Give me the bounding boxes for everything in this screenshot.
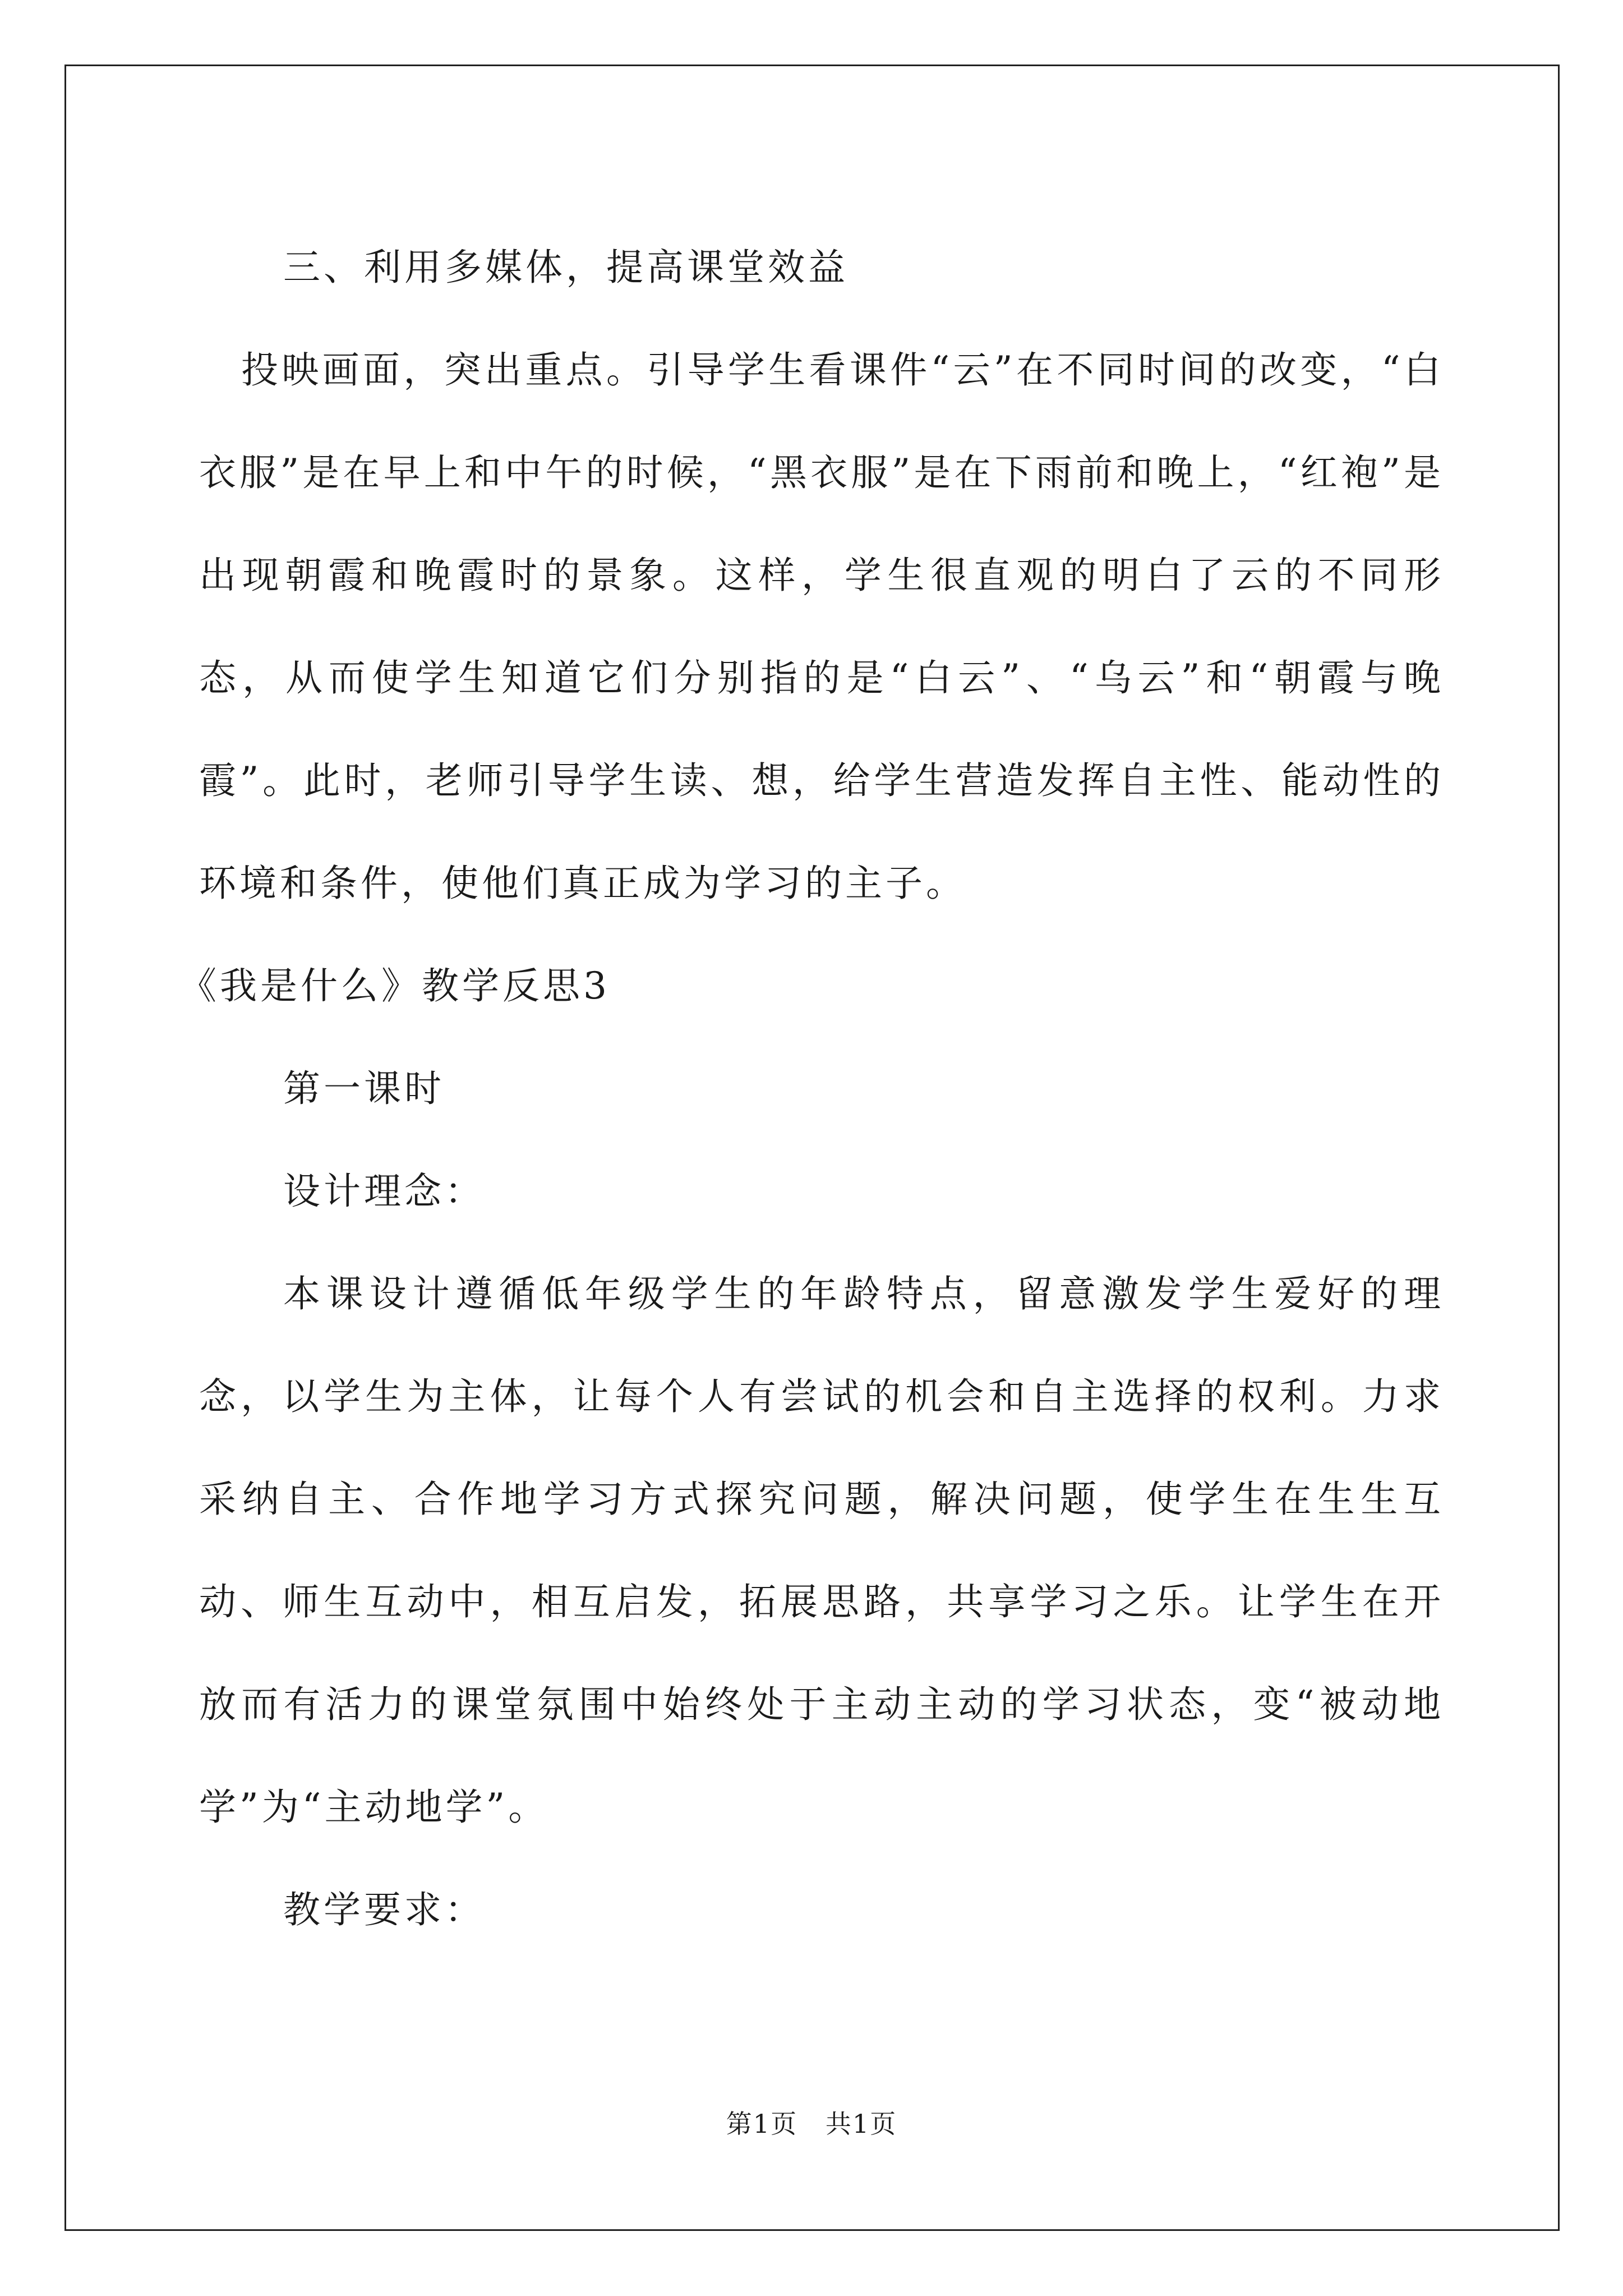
article-title: 《我是什么》教学反思3	[179, 964, 610, 1007]
paragraph-multimedia: 投映画面，突出重点。引导学生看课件“云”在不同时间的改变，“白衣服”是在早上和中午的时候，“黑衣服”是在下雨前和晚上，“红袍”是出现朝霞和晚霞时的景象。这样，学生很直观的明白了云的不同形态，从而使学生知道它们分别指的是“白云”、“乌云”和“朝霞与晚霞”。此时，老师引导学生读、想，给学生营造发挥自主性、能动性的环境和条件，使他们真正成为学习的主子。	[199, 348, 1444, 905]
page-number: 第1页 共1页	[726, 2109, 897, 2139]
section-heading: 三、利用多媒体，提高课堂效益	[283, 246, 849, 289]
design-label: 设计理念：	[283, 1170, 485, 1213]
requirements-label: 教学要求：	[283, 1888, 485, 1931]
paragraph-design: 本课设计遵循低年级学生的年龄特点，留意激发学生爱好的理念，以学生为主体，让每个人有尝试的机会和自主选择的权利。力求采纳自主、合作地学习方式探究问题，解决问题，使学生在生生互动、师生互动中，相互启发，拓展思路，共享学习之乐。让学生在开放而有活力的课堂氛围中始终处于主动主动的学习状态，变“被动地学”为“主动地学”。	[199, 1272, 1444, 1829]
page-footer	[0, 2104, 1623, 2141]
document-body	[179, 216, 1444, 1961]
lesson-label: 第一课时	[283, 1067, 445, 1110]
